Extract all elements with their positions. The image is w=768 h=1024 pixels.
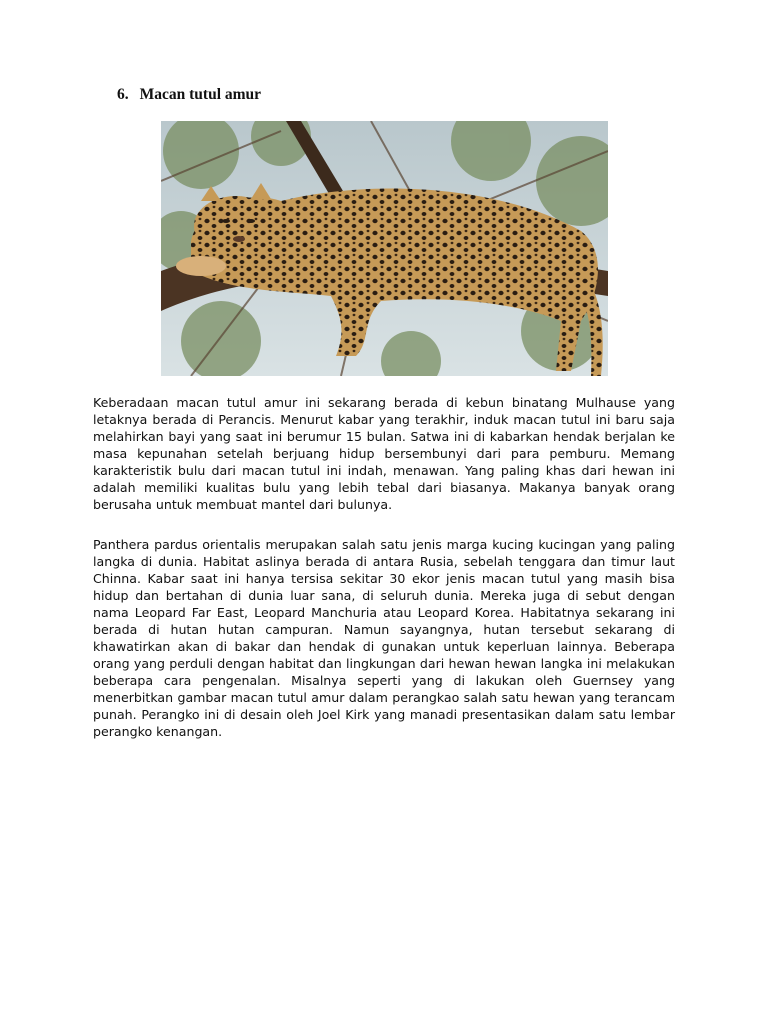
section-title: Macan tutul amur — [139, 86, 262, 103]
paragraph-2: Panthera pardus orientalis merupakan salah satu jenis marga kucing kucingan yang paling langka di dunia. Habitat aslinya berada di antara Rusia, sebelah tenggara dan timur laut Chinna. Kabar saat ini hanya tersisa sekitar 30 ekor jenis macan tutul yang masih bisa hidup dan bertahan di dunia luar sana, di seluruh dunia. Mereka juga di sebut dengan nama Leopard Far East, Leopard Manchuria atau Leopard Korea. Habitatnya sekarang ini berada di hutan hutan campuran. Namun sayangnya, hutan tersebut sekarang di khawatirkan akan di bakar dan hendak di gunakan untuk keperluan lainnya. Beberapa orang yang perduli dengan habitat dan lingkungan dari hewan hewan langka ini melakukan beberapa cara pengenalan. Misalnya seperti yang di lakukan oleh Guernsey yang menerbitkan gambar macan tutul amur dalam perangkao salah satu hewan yang terancam punah. Perangko ini di desain oleh Joel Kirk yang manadi presentasikan dalam satu lembar perangko kenangan. — [93, 537, 675, 739]
section-number: 6. — [117, 86, 129, 103]
leopard-photo — [161, 121, 608, 376]
section-heading — [117, 86, 261, 104]
paragraph-1: Keberadaan macan tutul amur ini sekarang berada di kebun binatang Mulhause yang letaknya berada di Perancis. Menurut kabar yang terakhir, induk macan tutul ini baru saja melahirkan bayi yang saat ini berumur 15 bulan. Satwa ini di kabarkan hendak berjalan ke masa kepunahan setelah berjuang hidup bersembunyi dari para pemburu. Memang karakteristik bulu dari macan tutul ini indah, menawan. Yang paling khas dari hewan ini adalah memiliki kualitas bulu yang lebih tebal dari biasanya. Makanya banyak orang berusaha untuk membuat mantel dari bulunya. — [93, 395, 675, 512]
